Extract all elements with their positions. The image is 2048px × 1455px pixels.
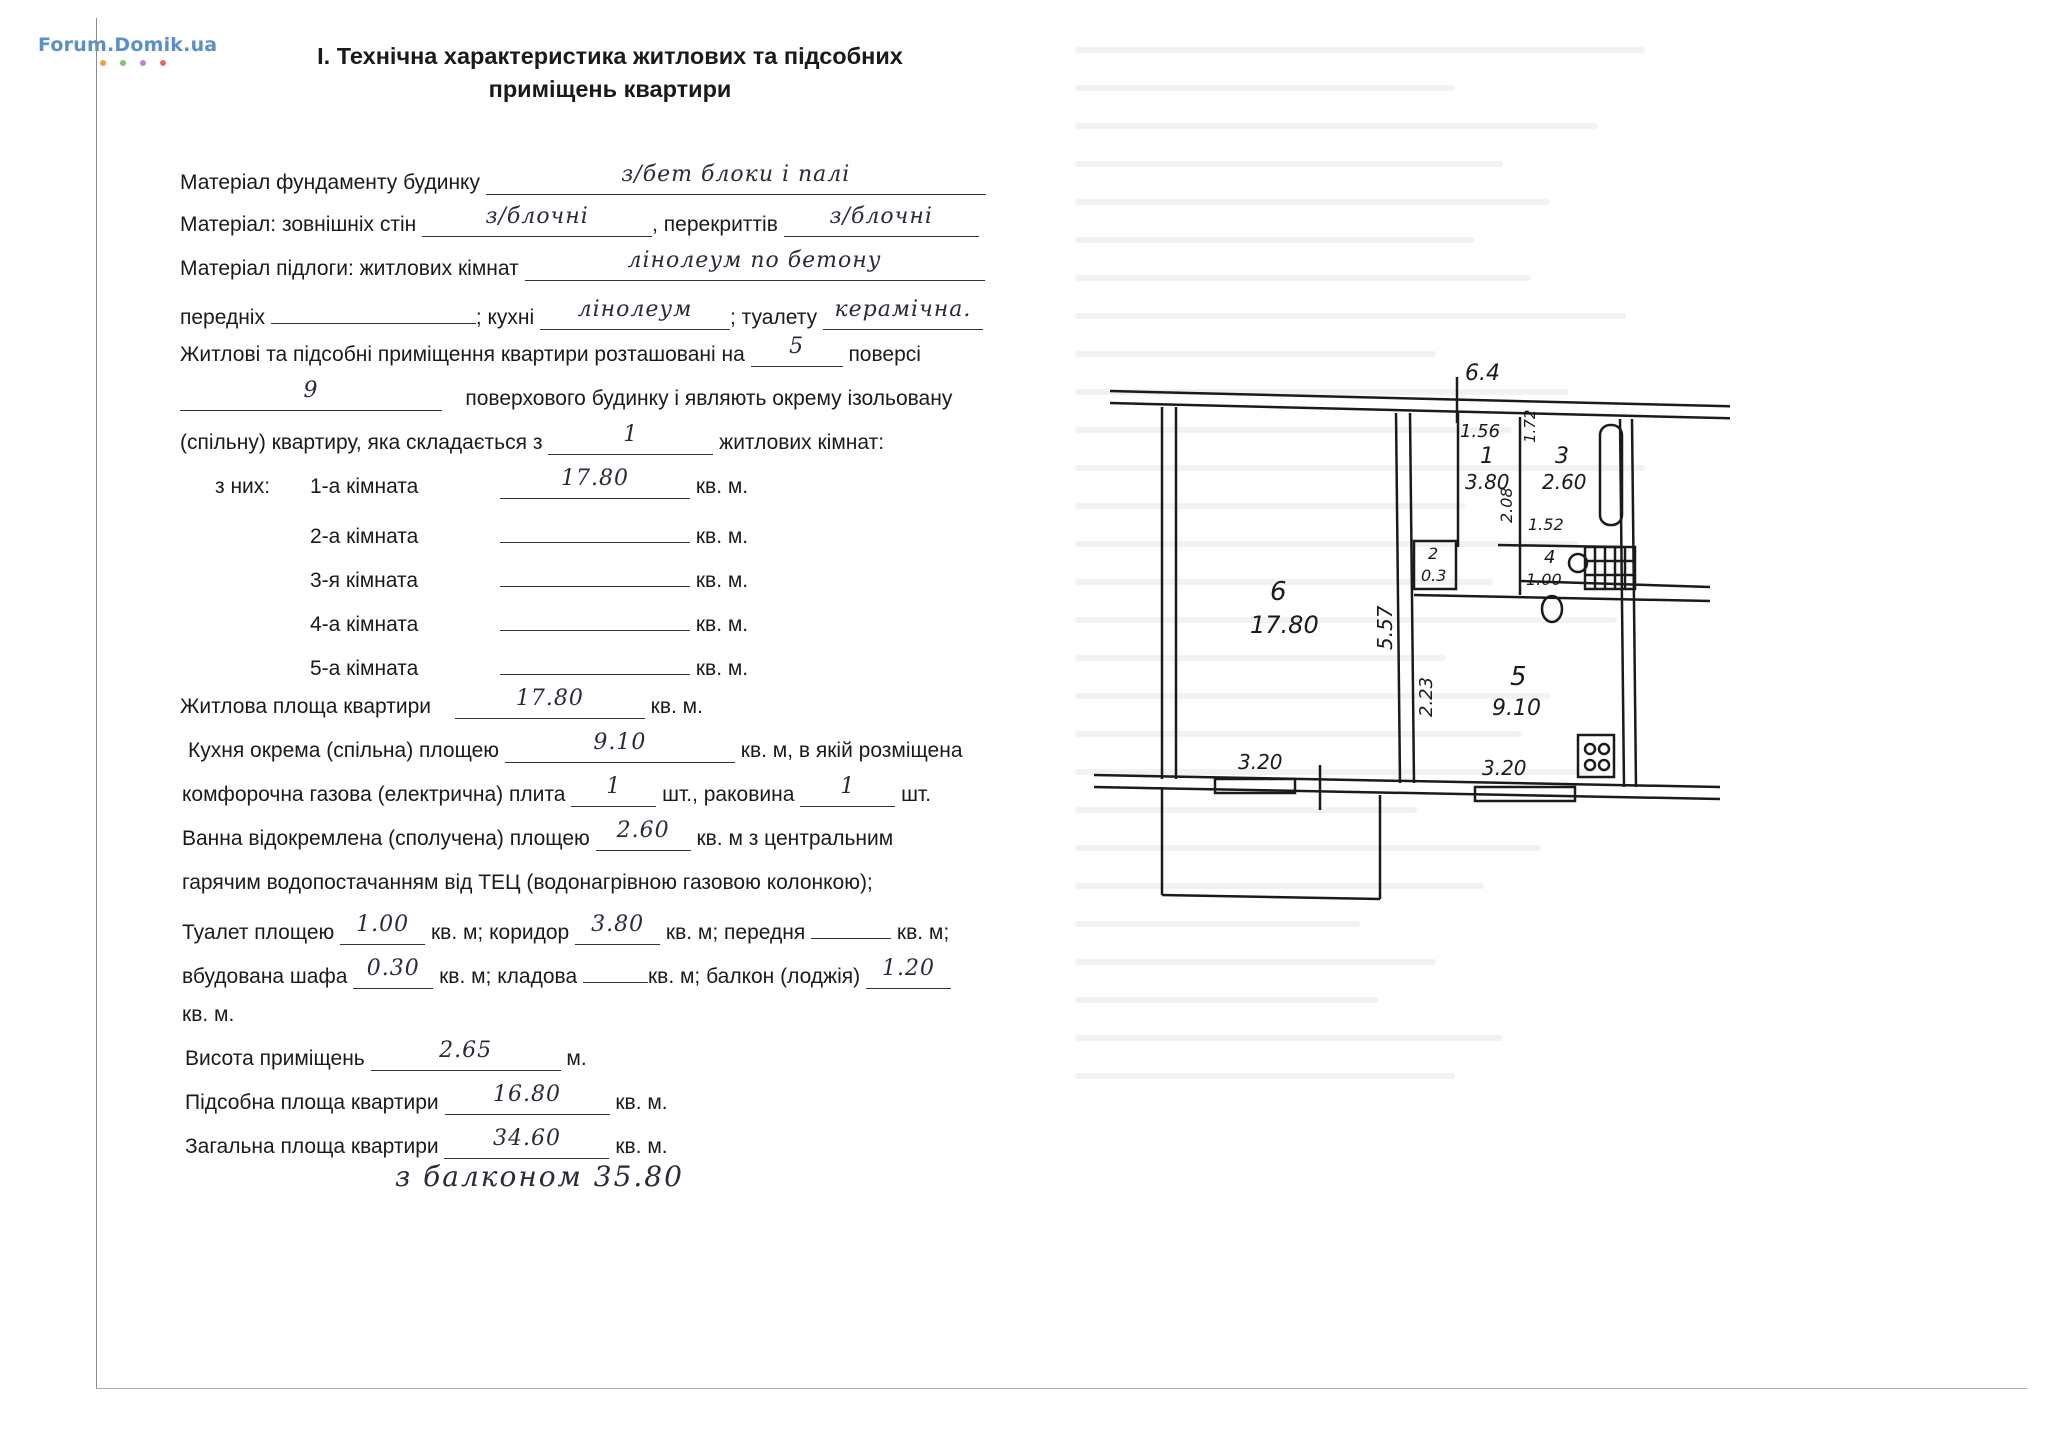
- toilet-label: Туалет площею: [182, 921, 335, 944]
- room-4-number: 4: [1544, 547, 1556, 568]
- height-label: Висота приміщень: [185, 1047, 365, 1070]
- room-2-area: 0.3: [1421, 566, 1447, 585]
- balcony-label: кв. м; балкон (лоджія): [647, 965, 861, 988]
- floor-row-2: [180, 299, 983, 331]
- hall-label: кв. м; передня: [665, 921, 806, 944]
- location-text-3: поверхового будинку і являють окрему ізольовану: [465, 387, 953, 410]
- dim-corridor-width: 1.56: [1460, 421, 1501, 442]
- stove-label: комфорочна газова (електрична) плита: [182, 783, 566, 806]
- room-6-area: 17.80: [1250, 611, 1319, 639]
- storage-label: кв. м; кладова: [439, 965, 578, 988]
- closet-row: [182, 958, 951, 990]
- rooms-prefix: з них:: [215, 475, 271, 498]
- total-area-label: Загальна площа квартири: [185, 1135, 439, 1158]
- dim-bath-length: 2.08: [1497, 487, 1516, 523]
- room-2-number: 2: [1428, 544, 1439, 563]
- floor-label: Матеріал підлоги: житлових кімнат: [180, 257, 519, 280]
- dim-room-width: 3.20: [1238, 750, 1283, 774]
- ceiling-label: , перекриттів: [652, 213, 778, 236]
- room-4-label: 4-а кімната: [310, 613, 419, 636]
- hall-floor-field: [271, 299, 476, 324]
- room-4-area: 1.00: [1526, 570, 1562, 589]
- room-2-unit: кв. м.: [695, 525, 749, 548]
- kitchen-floor-label: ; кухні: [475, 306, 535, 329]
- height-field: 2.65: [371, 1046, 561, 1071]
- corridor-area-field: 3.80: [575, 920, 660, 945]
- room-4-unit: кв. м.: [695, 613, 749, 636]
- sink-count-field: 1: [800, 782, 895, 807]
- ceiling-field: з/блочні: [784, 212, 979, 237]
- walls-field: з/блочні: [422, 212, 652, 237]
- room-3-unit: кв. м.: [695, 569, 749, 592]
- kitchen-label: Кухня окрема (спільна) площею: [188, 739, 500, 762]
- aux-area-row: [185, 1082, 668, 1116]
- hot-water-row: гарячим водопостачанням від ТЕЦ (водонагрівною газовою колонкою);: [182, 871, 873, 894]
- location-row-1: [180, 334, 921, 368]
- stove-unit: шт., раковина: [662, 783, 795, 806]
- living-area-row: [180, 686, 703, 720]
- room-row-2: [310, 518, 748, 550]
- location-text-2: поверсі: [848, 343, 921, 366]
- walls-label: Матеріал: зовнішніх стін: [180, 213, 417, 236]
- total-area-row: [185, 1126, 668, 1160]
- kitchen-area-field: 9.10: [505, 738, 735, 763]
- foundation-row: [180, 162, 986, 196]
- total-area-unit: кв. м.: [615, 1135, 668, 1158]
- living-area-field: 17.80: [455, 694, 645, 719]
- hall-area-field: [811, 914, 891, 939]
- aux-area-unit: кв. м.: [615, 1091, 668, 1114]
- living-area-label: Житлова площа квартири: [180, 695, 431, 718]
- toilet-floor-field: керамічна.: [823, 305, 983, 330]
- rooms-count-field: 1: [548, 430, 713, 455]
- stove-row: [182, 774, 932, 808]
- room-2-label: 2-а кімната: [310, 525, 419, 548]
- room-row-1: [310, 466, 749, 500]
- location-row-3: [180, 422, 885, 456]
- page-title: [210, 40, 1010, 106]
- room-row-3: [310, 562, 748, 594]
- toilet-area-field: 1.00: [340, 920, 425, 945]
- location-text-1: Житлові та підсобні приміщення квартири розташовані на: [180, 343, 745, 366]
- sink-unit: шт.: [901, 783, 932, 806]
- bath-area-field: 2.60: [596, 826, 691, 851]
- room-row-4: [310, 606, 748, 638]
- living-area-unit: кв. м.: [650, 695, 703, 718]
- room-1-number: 1: [1480, 444, 1494, 469]
- bath-text-2: кв. м з центральним: [696, 827, 894, 850]
- room-1-label: 1-а кімната: [310, 475, 419, 498]
- dim-bath-inner: 1.52: [1528, 515, 1564, 534]
- room-row-5: [310, 650, 748, 682]
- height-row: [185, 1038, 587, 1072]
- storage-area-field: [583, 958, 648, 983]
- foundation-field: з/бет блоки і палі: [486, 170, 986, 195]
- balcony-area-field: 1.20: [866, 964, 951, 989]
- floor-plan-drawing: [1080, 355, 1730, 915]
- closet-label: вбудована шафа: [182, 965, 348, 988]
- room-1-field: 17.80: [500, 474, 690, 499]
- aux-area-field: 16.80: [445, 1090, 610, 1115]
- hall-unit: кв. м;: [896, 921, 950, 944]
- room-1-area: 3.80: [1465, 470, 1510, 494]
- room-5-field: [500, 650, 690, 675]
- room-3-number: 3: [1555, 444, 1569, 469]
- title-line-2: приміщень квартири: [488, 76, 732, 102]
- dim-top: 6.4: [1465, 361, 1500, 386]
- closet-area-field: 0.30: [353, 964, 433, 989]
- floor-row: [180, 248, 985, 282]
- walls-row: [180, 204, 979, 238]
- kitchen-floor-field: лінолеум: [540, 305, 730, 330]
- dim-kitchen-width: 3.20: [1482, 756, 1527, 780]
- dim-kitchen-depth: 2.23: [1416, 676, 1437, 717]
- hall-floor-label: передніх: [180, 306, 265, 329]
- forum-watermark: Forum.Domik.ua: [38, 34, 218, 56]
- corridor-label: кв. м; коридор: [430, 921, 570, 944]
- room-3-area: 2.60: [1542, 470, 1587, 494]
- dim-room-length: 5.57: [1373, 605, 1397, 650]
- aux-area-label: Підсобна площа квартири: [185, 1091, 439, 1114]
- room-1-unit: кв. м.: [695, 475, 749, 498]
- floor-rooms-field: лінолеум по бетону: [525, 256, 985, 281]
- bath-row: [182, 818, 894, 852]
- room-5-label: 5-а кімната: [310, 657, 419, 680]
- toilet-floor-label: ; туалету: [730, 306, 818, 329]
- room-5-area: 9.10: [1492, 696, 1541, 721]
- dim-bath-width: 1.72: [1521, 409, 1539, 443]
- room-2-field: [500, 518, 690, 543]
- location-text-4: (спільну) квартиру, яка складається з: [180, 431, 543, 454]
- room-5-unit: кв. м.: [695, 657, 749, 680]
- room-6-number: 6: [1270, 577, 1287, 607]
- bath-label: Ванна відокремлена (сполучена) площею: [182, 827, 590, 850]
- building-floors-field: 9: [180, 386, 442, 411]
- location-row-2: [180, 378, 953, 412]
- kitchen-text-2: кв. м, в якій розміщена: [740, 739, 963, 762]
- room-4-field: [500, 606, 690, 631]
- foundation-label: Матеріал фундаменту будинку: [180, 171, 480, 194]
- total-area-field: 34.60: [444, 1134, 609, 1159]
- room-3-field: [500, 562, 690, 587]
- height-unit: м.: [566, 1047, 587, 1070]
- stove-count-field: 1: [571, 782, 656, 807]
- room-5-number: 5: [1510, 662, 1527, 692]
- floor-plan: [1080, 355, 1730, 915]
- toilet-row: [182, 914, 949, 946]
- handwritten-note: з балконом 35.80: [395, 1160, 684, 1193]
- room-3-label: 3-я кімната: [310, 569, 419, 592]
- kitchen-row: [188, 730, 963, 764]
- location-text-5: житлових кімнат:: [719, 431, 885, 454]
- balcony-unit: кв. м.: [182, 1003, 235, 1026]
- title-line-1: І. Технічна характеристика житлових та підсобних: [317, 43, 903, 69]
- floor-number-field: 5: [751, 342, 843, 367]
